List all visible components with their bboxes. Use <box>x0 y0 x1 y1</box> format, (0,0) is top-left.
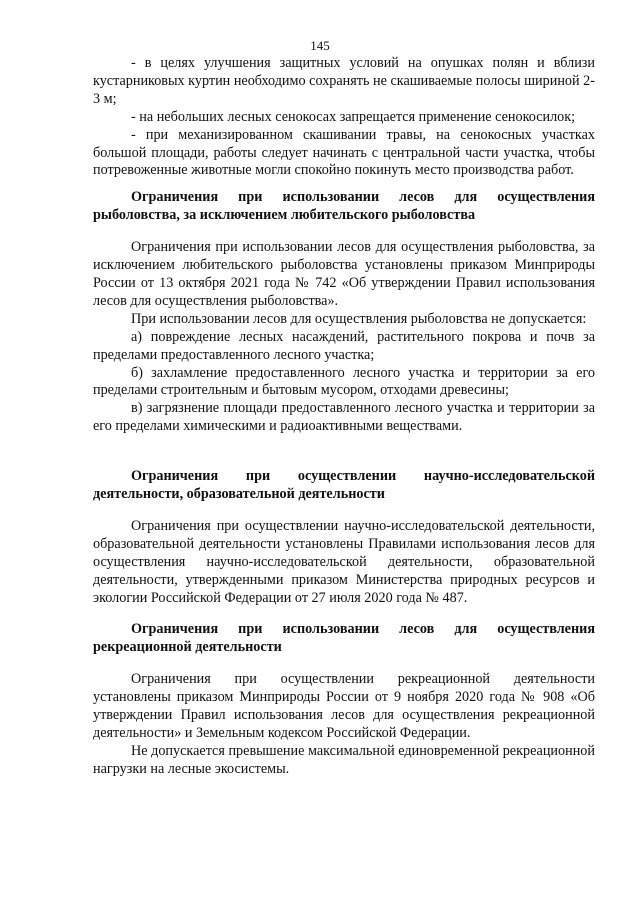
intro-item: - при механизированном скашивании травы, на сенокосных участках большой площади, работы следует начинать с центральной части участка, чтобы потревоженные животные могли спокойно покинуть место производства работ. <box>93 126 595 179</box>
section-paragraph: Ограничения при использовании лесов для осуществления рыболовства, за исключением любительского рыболовства установлены приказом Минприроды России от 13 октября 2021 года № 742 «Об утверждении Правил использования лесов для осуществления рыболовства». <box>93 239 595 309</box>
section-paragraph: Ограничения при осуществлении научно-исследовательской деятельности, образовательной деятельности установлены Правилами использования лесов для осуществления научно-исследовательской деятельности, образовательной деятельности, утвержденными приказом Министерства природных ресурсов и экологии Российской Федерации от 27 июля 2020 года № 487. <box>93 517 595 606</box>
section-heading-fishing: Ограничения при использовании лесов для осуществления рыболовства, за исключением любительского рыболовства <box>93 189 595 224</box>
list-item: в) загрязнение площади предоставленного лесного участка и территории за его пределами химическими и радиоактивными веществами. <box>93 400 595 435</box>
section-paragraph: Не допускается превышение максимальной единовременной рекреационной нагрузки на лесные экосистемы. <box>93 742 595 777</box>
section-heading-research: Ограничения при осуществлении научно-исследовательской деятельности, образовательной деятельности <box>93 468 595 503</box>
section-paragraph: Ограничения при осуществлении рекреационной деятельности установлены приказом Минприроды России от 9 ноября 2020 года № 908 «Об утверждении Правил использования лесов для осуществления рекреационной деятельности» и Земельным кодексом Российской Федерации. <box>93 671 595 741</box>
intro-item: - в целях улучшения защитных условий на опушках полян и вблизи кустарниковых куртин необходимо сохранять не скашиваемые полосы шириной 2-3 м; <box>93 55 595 107</box>
section-paragraph: При использовании лесов для осуществления рыболовства не допускается: <box>131 310 587 327</box>
list-item: б) захламление предоставленного лесного участка и территории за его пределами строительным и бытовым мусором, отходами древесины; <box>93 364 595 399</box>
document-body <box>93 55 595 779</box>
intro-item: - на небольших лесных сенокосах запрещается применение сенокосилок; <box>131 108 576 125</box>
page-number: 145 <box>310 38 330 53</box>
list-item: а) повреждение лесных насаждений, растительного покрова и почв за пределами предоставленного лесного участка; <box>93 328 595 363</box>
section-heading-recreation: Ограничения при использовании лесов для осуществления рекреационной деятельности <box>93 621 595 656</box>
